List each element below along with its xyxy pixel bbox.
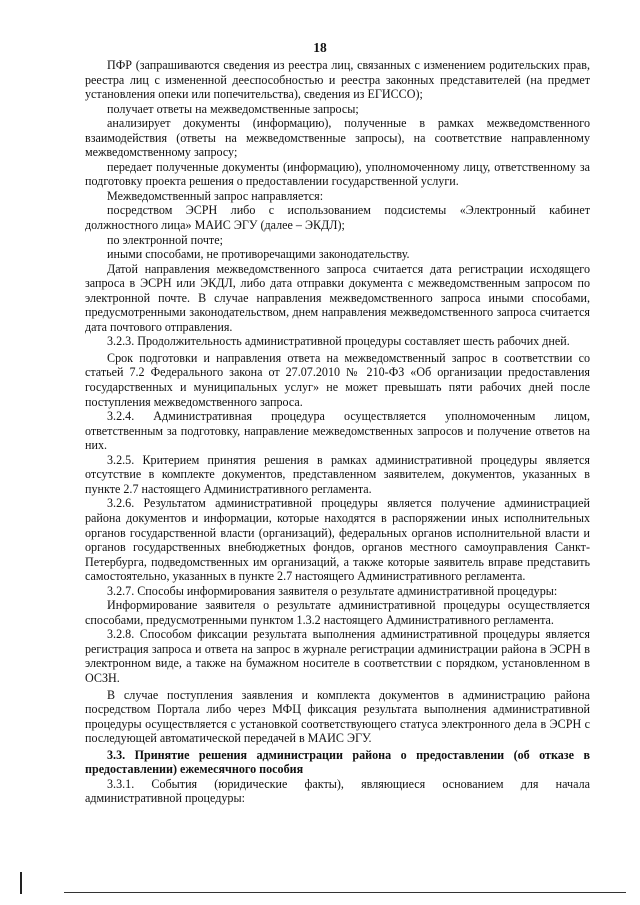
paragraph-analyzes-documents: анализирует документы (информацию), полученные в рамках межведомственного взаимодействия (ответы на межведомственные запросы), на соответствие направленному межведомственному запросу; [85, 116, 590, 160]
paragraph-3-2-7: 3.2.7. Способы информирования заявителя о результате административной процедуры: [107, 583, 558, 598]
paragraph-3-2-8: 3.2.8. Способом фиксации результата выполнения административной процедуры является регистрация запроса и ответа на запрос в журнале регистрации администрации района в ЭСРН в электронном виде, а также на бумажном носителе в соответствии с порядком, установленном в ОСЗН. [85, 627, 590, 685]
paragraph-via-esrn: посредством ЭСРН либо с использованием подсистемы «Электронный кабинет должностного лица» МАИС ЭГУ (далее – ЭКДЛ); [85, 203, 590, 233]
document-body [85, 58, 590, 806]
paragraph-3-2-3: 3.2.3. Продолжительность административной процедуры составляет шесть рабочих дней. [107, 334, 570, 349]
paragraph-other-ways: иными способами, не противоречащими законодательству. [107, 247, 410, 262]
paragraph-transfers-documents: передает полученные документы (информацию), уполномоченному лицу, ответственному за подготовку проекта решения о предоставлении государственной услуги. [85, 159, 590, 189]
paragraph-request-sent: Межведомственный запрос направляется: [107, 188, 324, 203]
paragraph-receives-answers: получает ответы на межведомственные запросы; [107, 101, 359, 116]
paragraph-3-2-6: 3.2.6. Результатом административной процедуры является получение администрацией района документов и информации, которые находятся в распоряжении иных исполнительных органов государственной власти (организаций), федеральных органов исполнительной власти и органов государственных внебюджетных фондов, органов местного самоуправления Санкт-Петербурга, подведомственных им организаций, а также которые заявитель вправе представить самостоятельно, указанных в пункте 2.7 настоящего Административного регламента. [85, 496, 590, 584]
paragraph-portal-case: В случае поступления заявления и комплекта документов в администрацию района посредством Портала либо через МФЦ фиксация результата выполнения административной процедуры осуществляется с установкой соответствующего статуса электронного дела в ЭСРН с последующей автоматической передачей в МАИС ЭГУ. [85, 687, 590, 746]
paragraph-informing: Информирование заявителя о результате административной процедуры осуществляется способами, предусмотренными пунктом 1.3.2 настоящего Административного регламента. [85, 598, 590, 627]
paragraph-request-date: Датой направления межведомственного запроса считается дата регистрации исходящего запроса в ЭСРН или ЭКДЛ, либо дата отправки документа с межведомственным запросом по электронной почте. В случае направления межведомственного запроса иными способами, предусмотренными законодательством, днем направления межведомственного запроса считается дата почтового отправления. [85, 261, 590, 334]
footer-rule [64, 892, 626, 893]
paragraph-pfr-request: ПФР (запрашиваются сведения из реестра лиц, связанных с изменением родительских прав, реестра лиц с измененной дееспособностью и реестра законных представителей (на предмет установления опеки или попечительства), сведения из ЕГИССО); [85, 58, 590, 102]
page-number: 18 [313, 40, 327, 55]
paragraph-response-deadline: Срок подготовки и направления ответа на межведомственный запрос в соответствии со статьей 7.2 Федерального закона от 27.07.2010 № 210-ФЗ «Об организации предоставления государственных и муниципальных услуг» не может превышать пяти рабочих дней после поступления межведомственного запроса. [85, 350, 590, 409]
paragraph-3-3-1: 3.3.1. События (юридические факты), являющиеся основанием для начала административной процедуры: [85, 776, 590, 806]
scan-margin-mark [20, 872, 22, 894]
paragraph-via-email: по электронной почте; [107, 232, 223, 247]
section-heading-3-3: 3.3. Принятие решения администрации района о предоставлении (об отказе в предоставлении) ежемесячного пособия [85, 747, 590, 777]
paragraph-3-2-4: 3.2.4. Административная процедура осуществляется уполномоченным лицом, ответственным за подготовку, направление межведомственных запросов и получение ответов на них. [85, 409, 590, 453]
paragraph-3-2-5: 3.2.5. Критерием принятия решения в рамках административной процедуры является отсутствие в комплекте документов, представленном заявителем, документов, указанных в пункте 2.7 настоящего Административного регламента. [85, 452, 590, 496]
